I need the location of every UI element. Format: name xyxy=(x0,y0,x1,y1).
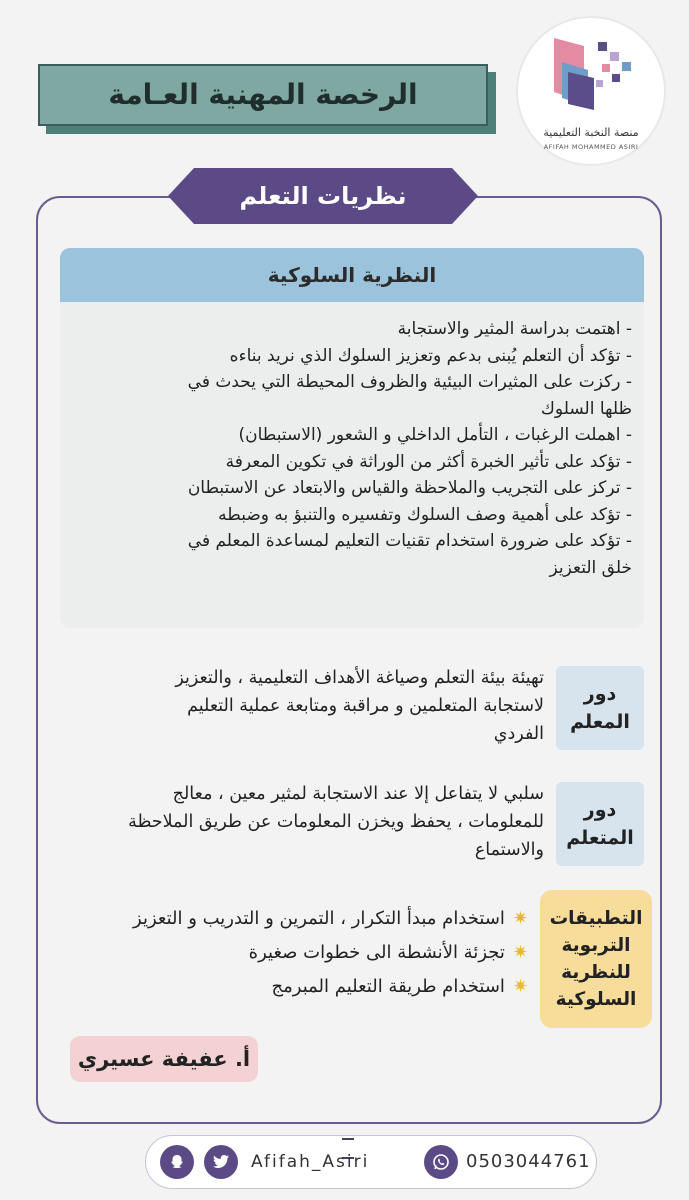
learner-role-label: المتعلم xyxy=(566,827,634,849)
topic-label xyxy=(168,168,478,224)
teacher-role-line: لاستجابة المتعلمين و مراقبة ومتابعة عملية التعليم xyxy=(187,696,544,716)
section-line: - تؤكد على ضرورة استخدام تقنيات التعليم لمساعدة المعلم في xyxy=(187,531,632,551)
phone-number[interactable]: 0503044761 xyxy=(466,1151,591,1172)
learner-role-line: سلبي لا يتفاعل إلا عند الاستجابة لمثير معين ، معالج xyxy=(172,784,544,804)
section-heading: النظرية السلوكية xyxy=(60,248,644,302)
learner-role-label: دور xyxy=(583,799,617,821)
teacher-role-label: دور xyxy=(583,683,617,705)
teacher-role xyxy=(40,664,644,756)
learner-role-line: للمعلومات ، يحفظ ويخزن المعلومات عن طريق الملاحظة xyxy=(128,812,544,832)
learner-role-line: والاستماع xyxy=(474,840,544,860)
logo-name-english: AFIFAH MOHAMMED ASIRI xyxy=(543,143,639,151)
star-icon: ✷ xyxy=(512,942,528,963)
snapchat-icon[interactable] xyxy=(160,1145,194,1179)
section-line: - ركزت على المثيرات البيئية والظروف المحيطة التي يحدث في xyxy=(187,372,632,392)
learner-role-text xyxy=(44,780,544,864)
star-icon: ✷ xyxy=(512,908,528,929)
list-item-text: استخدام مبدأ التكرار ، التمرين و التدريب و التعزيز xyxy=(133,908,505,929)
list-item xyxy=(48,936,528,970)
learner-role xyxy=(40,780,644,872)
applications-badge xyxy=(540,890,652,1028)
applications-label: التربوية xyxy=(561,935,631,956)
list-item-text: تجزئة الأنشطة الى خطوات صغيرة xyxy=(248,942,505,963)
section-line: - تؤكد على تأثير الخبرة أكثر من الوراثة في تكوين المعرفة xyxy=(225,451,632,472)
section-line: - اهتمت بدراسة المثير والاستجابة xyxy=(397,319,632,339)
learner-role-badge xyxy=(556,782,644,866)
footer-contact-bar xyxy=(145,1135,597,1189)
teacher-role-badge xyxy=(556,666,644,750)
teacher-role-label: المعلم xyxy=(570,711,630,733)
section-line: - تركز على التجريب والملاحظة والقياس والابتعاد عن الاستبطان xyxy=(187,478,632,498)
whatsapp-icon[interactable] xyxy=(424,1145,458,1179)
social-handle[interactable]: Afifah_Asiri xyxy=(251,1152,370,1172)
teacher-role-line: الفردي xyxy=(493,724,544,744)
section-line: - اهملت الرغبات ، التأمل الداخلي و الشعور (الاستبطان) xyxy=(238,425,632,445)
list-item xyxy=(48,902,528,936)
star-icon: ✷ xyxy=(512,976,528,997)
logo-name-arabic: منصة النخبة التعليمية xyxy=(543,126,639,139)
twitter-icon[interactable] xyxy=(204,1145,238,1179)
topic-title: نظريات التعلم xyxy=(239,182,407,210)
applications-label: السلوكية xyxy=(555,989,637,1010)
section-line: - تؤكد على أهمية وصف السلوك وتفسيره والتنبؤ به وضبطه xyxy=(218,504,632,525)
applications xyxy=(40,890,652,1030)
logo-mark-icon xyxy=(548,32,638,112)
section-line: - تؤكد أن التعلم يُبنى بدعم وتعزيز السلوك الذي نريد بناءه xyxy=(229,345,632,366)
page-title: الرخصة المهنية العـامة xyxy=(108,78,418,111)
teacher-role-text xyxy=(44,664,544,748)
list-item xyxy=(48,970,528,1004)
list-item-text: استخدام طريقة التعليم المبرمج xyxy=(271,976,505,997)
author-badge: أ. عفيفة عسيري xyxy=(70,1036,258,1082)
divider xyxy=(342,1128,372,1134)
section-body xyxy=(60,302,644,628)
title-banner xyxy=(38,64,488,126)
applications-list xyxy=(48,902,528,1004)
teacher-role-line: تهيئة بيئة التعلم وصياغة الأهداف التعليمية ، والتعزيز xyxy=(175,668,544,688)
applications-label: للنظرية xyxy=(561,962,631,983)
section-line: خلق التعزيز xyxy=(549,557,632,578)
logo xyxy=(518,18,664,164)
applications-label: التطبيقات xyxy=(549,908,643,929)
section-line: ظلها السلوك xyxy=(540,398,632,419)
